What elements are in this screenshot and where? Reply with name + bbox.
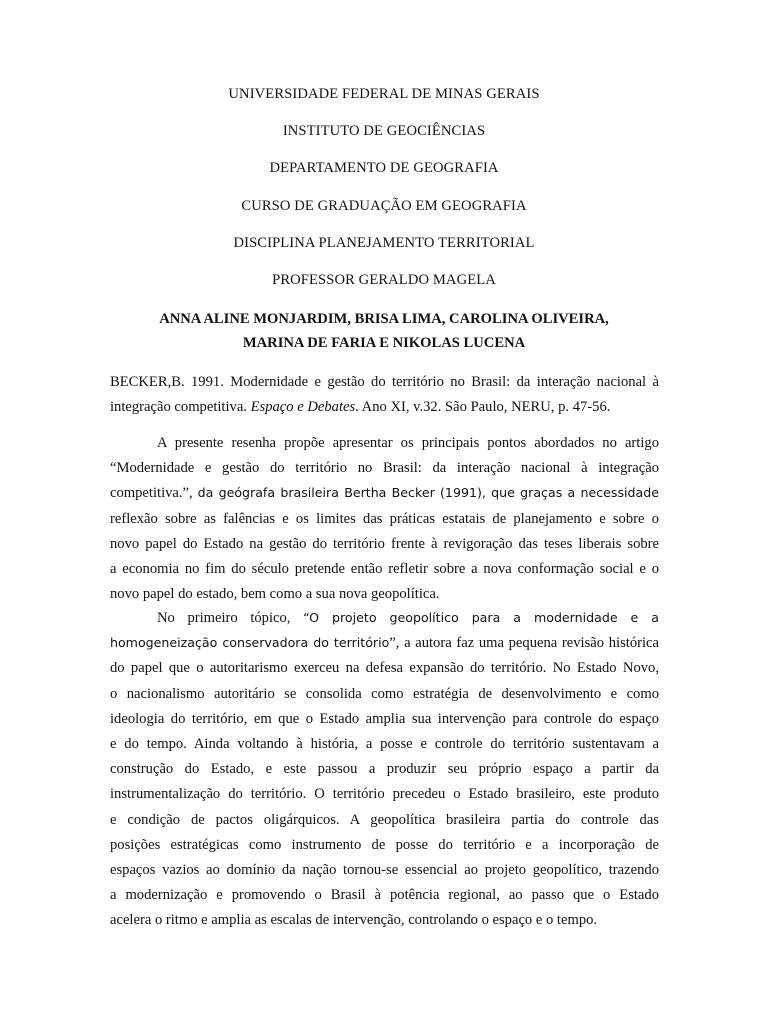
paragraph-2-line: posições estratégicas como instrumento de posse do território e a incorporação de (110, 837, 659, 853)
department-name: DEPARTAMENTO DE GEOGRAFIA (269, 160, 499, 176)
paragraph-2-line (110, 635, 659, 652)
paragraph-2-text: No primeiro tópico, (157, 610, 304, 626)
paragraph-2-line: e condição de pactos oligárquicos. A geopolítica brasileira partia do controle das (110, 812, 659, 828)
authors-line-2: MARINA DE FARIA E NIKOLAS LUCENA (242, 335, 526, 351)
paragraph-1-line: novo papel do estado, bem como a sua nova geopolítica. (110, 586, 440, 602)
paragraph-2-line: construção do Estado, e este passou a produzir seu próprio espaço a partir da (110, 761, 659, 777)
paragraph-2-line: a modernização e promovendo o Brasil à potência regional, ao passo que o Estado (110, 887, 659, 903)
citation-details: . Ano XI, v.32. São Paulo, NERU, p. 47-56. (355, 399, 611, 415)
citation-text: integração competitiva. (110, 399, 251, 415)
paragraph-2-line: espaços vazios ao domínio da nação tornou-se essencial ao projeto geopolítico, trazendo (110, 862, 659, 878)
paragraph-1-line: reflexão sobre as falências e os limites das práticas estatais de planejamento e sobre o (110, 511, 659, 527)
authors-line-1: ANNA ALINE MONJARDIM, BRISA LIMA, CAROLINA OLIVEIRA, (159, 311, 609, 327)
paragraph-2-text-sans: “O projeto geopolítico para a modernidade e a (303, 610, 659, 625)
university-name: UNIVERSIDADE FEDERAL DE MINAS GERAIS (228, 86, 540, 102)
paragraph-2-line: instrumentalização do território. O território precedeu o Estado brasileiro, este produto (110, 786, 659, 802)
paragraph-1-line: novo papel do Estado na gestão do território frente à revigoração das teses liberais sobre (110, 536, 659, 552)
paragraph-2-line: o nacionalismo autoritário se consolida como estratégia de desenvolvimento e como (110, 686, 659, 702)
paragraph-2-line: e do tempo. Ainda voltando à história, a posse e controle do território sustentavam a (110, 736, 659, 752)
professor-name: PROFESSOR GERALDO MAGELA (272, 272, 496, 288)
citation-line-2 (110, 399, 659, 416)
paragraph-1-line: A presente resenha propõe apresentar os principais pontos abordados no artigo (157, 435, 659, 451)
paragraph-1-text-sans: da geógrafa brasileira Bertha Becker (1991), que graças a necessidade (197, 485, 659, 500)
paragraph-2-text-sans: homogeneização conservadora do território (110, 635, 390, 650)
discipline-name: DISCIPLINA PLANEJAMENTO TERRITORIAL (233, 235, 535, 251)
citation-journal: Espaço e Debates (250, 399, 356, 415)
course-name: CURSO DE GRADUAÇÃO EM GEOGRAFIA (241, 198, 527, 214)
paragraph-1-line: a economia no fim do século pretende então refletir sobre a nova conformação social e o (110, 561, 659, 577)
paragraph-2-line: do papel que o autoritarismo exerceu na defesa expansão do território. No Estado Novo, (110, 660, 659, 676)
paragraph-2-line (157, 610, 659, 627)
paragraph-2-text: ”, a autora faz uma pequena revisão histórica (389, 635, 659, 651)
citation-line-1: BECKER,B. 1991. Modernidade e gestão do território no Brasil: da interação nacional à (110, 374, 659, 390)
paragraph-1-text: competitiva.”, (110, 485, 198, 501)
paragraph-1-line: “Modernidade e gestão do território no Brasil: da interação nacional à integração (110, 460, 659, 476)
paragraph-2-line: acelera o ritmo e amplia as escalas de intervenção, controlando o espaço e o tempo. (110, 912, 598, 928)
institute-name: INSTITUTO DE GEOCIÊNCIAS (282, 123, 486, 139)
paragraph-1-line (110, 485, 659, 502)
paragraph-2-line: ideologia do território, em que o Estado amplia sua intervenção para controle do espaço (110, 711, 659, 727)
